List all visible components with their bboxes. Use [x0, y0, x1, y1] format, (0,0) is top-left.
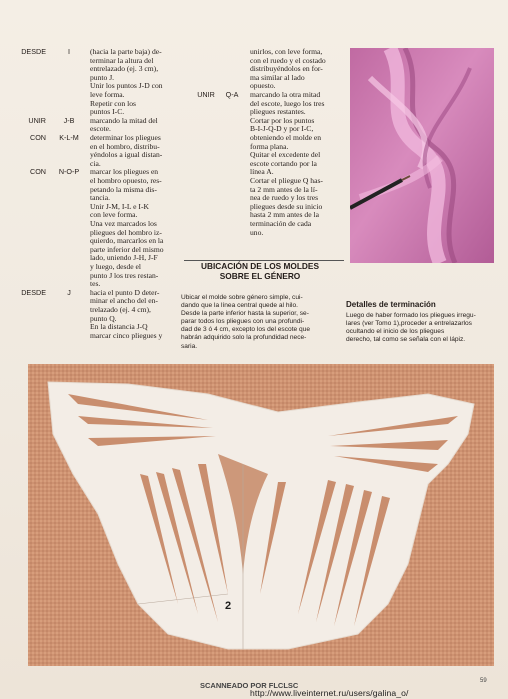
source-url: http://www.liveinternet.ru/users/galina_o/ — [250, 688, 409, 698]
instruction-points: I — [68, 47, 70, 56]
details-title: Detalles de terminación — [346, 300, 436, 309]
instruction-points: Q-A — [225, 90, 239, 99]
text-line: (hacia la parte baja) de- — [90, 47, 162, 56]
text-line: Unir los puntos J-D con — [90, 81, 163, 91]
text-line: ta 2 mm antes de la lí- — [250, 184, 318, 194]
text-line: quierdo, marcarlos en la — [90, 236, 164, 246]
text-line: puntos I-C. — [90, 107, 125, 117]
text-line: derecho, tal como se señala con el lápiz. — [346, 336, 466, 344]
text-line: punto Q. — [90, 313, 117, 323]
instruction-points: J-B — [63, 115, 75, 125]
instruction-keyword: DESDE — [21, 47, 46, 56]
text-line: unirlos, con leve forma, — [250, 47, 323, 56]
text-line: forma plana. — [250, 141, 289, 151]
scan-credit: SCANNEADO POR FLCLSC — [200, 681, 299, 690]
text-line: escote cortando por la — [250, 158, 317, 168]
text-line: leve forma. — [90, 89, 125, 99]
text-line: marcar cinco pliegues y — [90, 330, 163, 340]
page-number: 59 — [480, 678, 487, 684]
text-line: lares (ver Tomo 1),proceder a entrelazarlos — [346, 320, 472, 328]
instruction-text — [90, 289, 178, 341]
text-line: con el ruedo y el costado — [250, 55, 326, 65]
text-line: saria. — [181, 342, 198, 350]
text-line: Ubicar el molde sobre género simple, cui- — [181, 294, 303, 301]
instruction-keyword: CON — [30, 167, 46, 177]
text-line: marcar los pliegues en — [90, 167, 159, 177]
section-title: UBICACIÓN DE LOS MOLDES SOBRE EL GÉNERO — [200, 261, 319, 281]
text-line: minar el ancho del en- — [90, 296, 158, 306]
text-line: Quitar el excedente del — [250, 150, 321, 160]
instruction-keyword: UNIR — [28, 115, 46, 125]
text-line: cia. — [90, 158, 101, 168]
instruction-keyword: CON — [30, 133, 46, 142]
text-line: marcando la otra mitad — [250, 90, 321, 99]
text-line: Repetir con los — [90, 98, 136, 108]
text-line: en el hombro, distribu- — [90, 141, 160, 151]
text-line: punto J los tres restan- — [90, 270, 159, 280]
text-line: petando la misma dis- — [90, 184, 157, 194]
instruction-text — [90, 134, 178, 168]
text-line: parar todos los pliegues con una profundi- — [181, 318, 305, 326]
text-line: B-I-J-Q-D y por I-C, — [250, 124, 314, 134]
text-line: nea de ruedo y los tres — [250, 193, 319, 203]
instruction-text — [90, 117, 178, 134]
text-line: distribuyéndolos en for- — [250, 64, 323, 74]
text-line: yéndolos a igual distan- — [90, 150, 163, 160]
text-line: Cortar el pliegue Q has- — [250, 175, 323, 185]
text-line: tes. — [90, 279, 101, 289]
instruction-points: J — [67, 287, 71, 297]
text-line: tancia. — [90, 193, 111, 203]
text-line: uno. — [250, 227, 264, 237]
text-line: lado, uniendo J-H, J-F — [90, 253, 158, 263]
text-line: escote. — [90, 124, 111, 134]
text-line: con leve forma. — [90, 210, 138, 220]
instruction-points: N-O-P — [58, 167, 80, 177]
details-body — [346, 312, 506, 344]
instruction-keyword: DESDE — [21, 287, 46, 297]
text-line: parte inferior del mismo — [90, 244, 164, 254]
instruction-text — [90, 48, 178, 117]
text-line: opuesto. — [250, 81, 276, 91]
text-line: Cortar por los puntos — [250, 115, 315, 125]
text-line: punto J. — [90, 72, 115, 82]
text-line: línea A. — [250, 167, 274, 177]
text-line: Luego de haber formado los pliegues irregu- — [346, 312, 476, 319]
text-line: dad de 3 ó 4 cm, excepto los del escote que — [181, 326, 311, 334]
text-line: terminación de cada — [250, 218, 312, 228]
fabric-detail-photo — [350, 48, 494, 263]
text-line: En la distancia J-Q — [90, 322, 148, 332]
text-line: Unir J-M, I-L e I-K — [90, 201, 149, 211]
text-line: el hombro opuesto, res- — [90, 175, 162, 185]
text-line: marcando la mitad del — [90, 115, 158, 125]
section-body — [181, 294, 346, 351]
text-line: pliegues desde su inicio — [250, 201, 323, 211]
text-line: ma similar al lado — [250, 72, 305, 82]
text-line: Una vez marcados los — [90, 218, 157, 228]
pattern-on-fabric-photo — [28, 364, 494, 666]
text-line: terminar la altura del — [90, 55, 154, 65]
text-line: pliegues restantes. — [250, 107, 306, 117]
instruction-keyword: UNIR — [197, 90, 215, 99]
text-line: habrán adquirido solo la profundidad nece- — [181, 334, 307, 342]
pattern-number-label: 2 — [225, 600, 232, 612]
text-line: Desde la parte inferior hasta la superior, se- — [181, 310, 309, 318]
text-line: trelazado (ej. 4 cm), — [90, 304, 151, 314]
text-line: del escote, luego los tres — [250, 98, 325, 108]
text-line: pliegues del hombro iz- — [90, 227, 162, 237]
text-line: hacia el punto D deter- — [90, 287, 160, 297]
text-line: hasta 2 mm antes de la — [250, 210, 319, 220]
text-line: y luego, desde el — [90, 261, 142, 271]
text-line: dando que la línea central quede al hilo. — [181, 302, 298, 310]
instruction-points: K-L-M — [59, 133, 79, 142]
text-line: determinar los pliegues — [90, 133, 161, 142]
text-line: ocultando el inicio de los pliegues — [346, 328, 445, 336]
instruction-text — [90, 168, 178, 288]
text-line: obteniendo el molde en — [250, 132, 322, 142]
text-line: entrelazado (ej. 3 cm), — [90, 64, 159, 74]
